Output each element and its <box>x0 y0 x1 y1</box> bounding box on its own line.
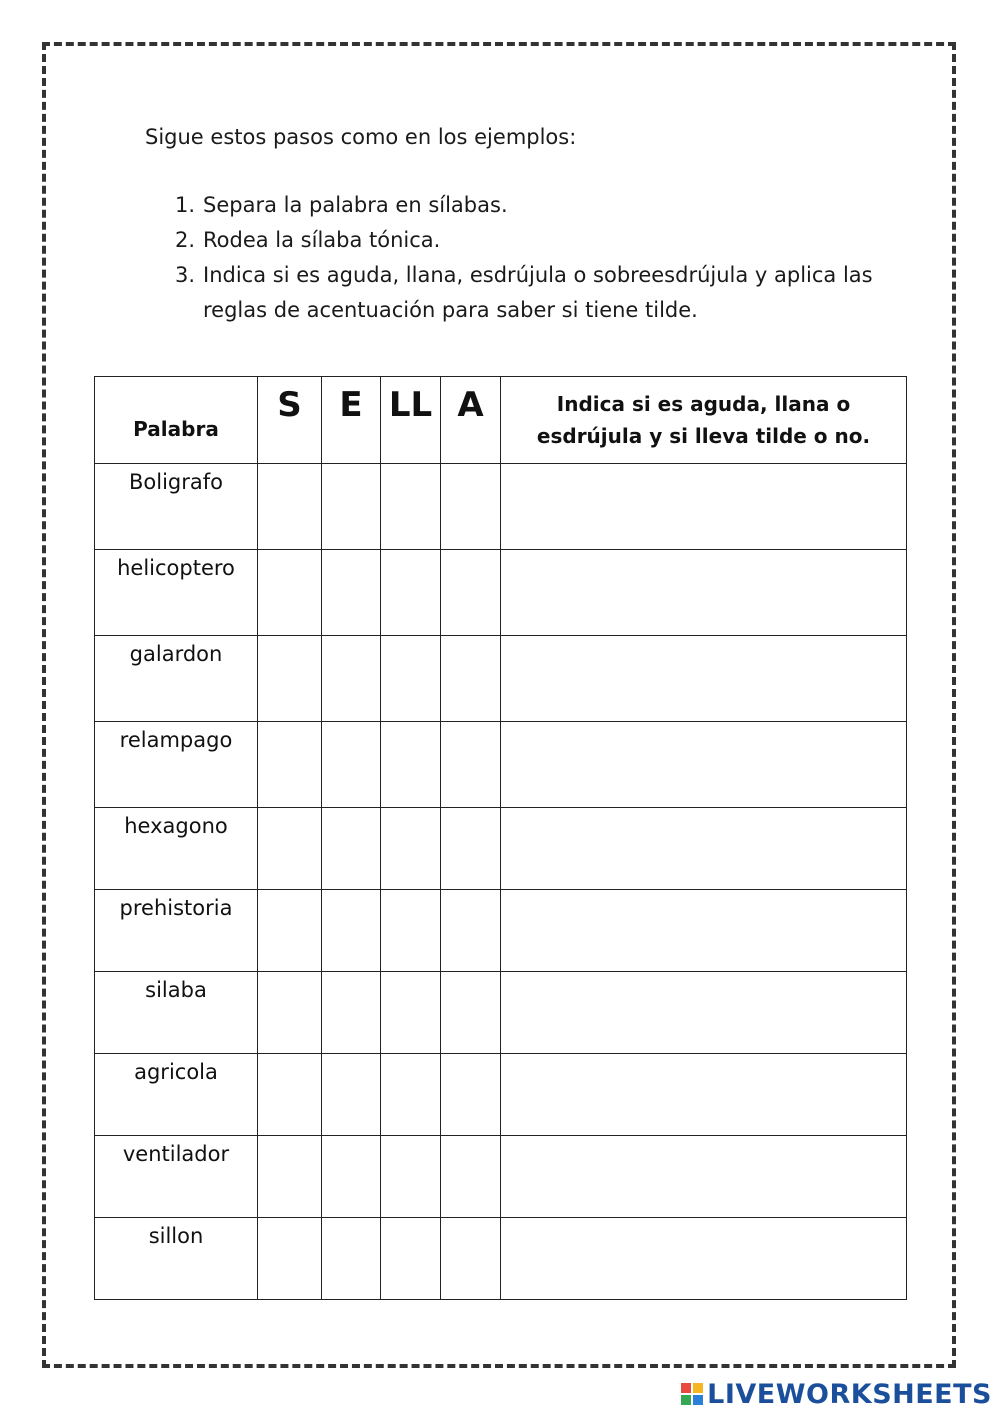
liveworksheets-watermark <box>681 1380 992 1408</box>
table-row <box>95 1218 907 1300</box>
syllable-cell-a[interactable] <box>441 550 501 636</box>
header-letter-a: A <box>441 377 501 464</box>
syllable-cell-a[interactable] <box>441 808 501 890</box>
table-header-row <box>95 377 907 464</box>
syllable-cell-a[interactable] <box>441 636 501 722</box>
syllable-cell-s[interactable] <box>258 550 322 636</box>
answer-cell[interactable] <box>501 890 907 972</box>
word-cell: ventilador <box>95 1136 258 1218</box>
syllable-cell-a[interactable] <box>441 1054 501 1136</box>
instructions <box>145 120 905 328</box>
word-cell: helicoptero <box>95 550 258 636</box>
syllable-cell-ll[interactable] <box>381 722 441 808</box>
word-cell: relampago <box>95 722 258 808</box>
syllable-cell-s[interactable] <box>258 890 322 972</box>
table-row <box>95 464 907 550</box>
word-cell: hexagono <box>95 808 258 890</box>
header-indica-line: Indica si es aguda, llana o <box>556 392 851 416</box>
answer-cell[interactable] <box>501 464 907 550</box>
header-indica <box>501 377 907 464</box>
answer-cell[interactable] <box>501 1136 907 1218</box>
table-row <box>95 808 907 890</box>
answer-cell[interactable] <box>501 722 907 808</box>
syllable-cell-s[interactable] <box>258 1054 322 1136</box>
word-cell: silaba <box>95 972 258 1054</box>
word-cell: sillon <box>95 1218 258 1300</box>
table-row <box>95 1136 907 1218</box>
header-palabra: Palabra <box>95 377 258 464</box>
table-row <box>95 1054 907 1136</box>
syllable-cell-e[interactable] <box>322 550 381 636</box>
logo-square <box>693 1383 703 1393</box>
syllable-cell-ll[interactable] <box>381 636 441 722</box>
table-row <box>95 722 907 808</box>
header-letter-e: E <box>322 377 381 464</box>
syllable-cell-ll[interactable] <box>381 808 441 890</box>
step-item <box>145 223 905 258</box>
syllable-cell-ll[interactable] <box>381 1218 441 1300</box>
steps-list <box>145 188 905 328</box>
syllable-cell-s[interactable] <box>258 636 322 722</box>
step-text: Indica si es aguda, llana, esdrújula o sobreesdrújula y aplica las reglas de acentuación para saber si tiene tilde. <box>203 263 873 322</box>
syllable-cell-a[interactable] <box>441 464 501 550</box>
syllable-cell-e[interactable] <box>322 722 381 808</box>
step-number: 3. <box>174 263 195 287</box>
syllable-cell-e[interactable] <box>322 808 381 890</box>
syllable-cell-ll[interactable] <box>381 550 441 636</box>
step-item <box>145 258 905 328</box>
word-cell: agricola <box>95 1054 258 1136</box>
table-row <box>95 550 907 636</box>
answer-cell[interactable] <box>501 808 907 890</box>
syllable-cell-s[interactable] <box>258 1136 322 1218</box>
syllable-cell-e[interactable] <box>322 1054 381 1136</box>
logo-square <box>681 1383 691 1393</box>
liveworksheets-logo-icon <box>681 1383 703 1405</box>
syllable-cell-e[interactable] <box>322 636 381 722</box>
syllable-cell-e[interactable] <box>322 1136 381 1218</box>
answer-cell[interactable] <box>501 1218 907 1300</box>
step-item <box>145 188 905 223</box>
word-cell: galardon <box>95 636 258 722</box>
syllable-cell-a[interactable] <box>441 722 501 808</box>
syllable-cell-e[interactable] <box>322 464 381 550</box>
syllable-cell-s[interactable] <box>258 722 322 808</box>
syllable-cell-ll[interactable] <box>381 1054 441 1136</box>
syllable-cell-a[interactable] <box>441 890 501 972</box>
answer-cell[interactable] <box>501 636 907 722</box>
step-number: 2. <box>174 228 195 252</box>
syllable-cell-ll[interactable] <box>381 890 441 972</box>
syllable-cell-a[interactable] <box>441 1218 501 1300</box>
logo-square <box>681 1395 691 1405</box>
word-cell: prehistoria <box>95 890 258 972</box>
answer-cell[interactable] <box>501 972 907 1054</box>
syllable-cell-a[interactable] <box>441 1136 501 1218</box>
table-row <box>95 636 907 722</box>
syllable-table <box>94 376 907 1300</box>
step-text: Separa la palabra en sílabas. <box>203 193 508 217</box>
syllable-cell-ll[interactable] <box>381 972 441 1054</box>
header-letter-ll: LL <box>381 377 441 464</box>
table-row <box>95 972 907 1054</box>
syllable-cell-ll[interactable] <box>381 1136 441 1218</box>
word-cell: Boligrafo <box>95 464 258 550</box>
syllable-cell-ll[interactable] <box>381 464 441 550</box>
syllable-cell-s[interactable] <box>258 808 322 890</box>
logo-square <box>693 1395 703 1405</box>
answer-cell[interactable] <box>501 550 907 636</box>
syllable-cell-s[interactable] <box>258 972 322 1054</box>
syllable-cell-e[interactable] <box>322 890 381 972</box>
instructions-intro: Sigue estos pasos como en los ejemplos: <box>145 125 577 149</box>
syllable-cell-a[interactable] <box>441 972 501 1054</box>
table-row <box>95 890 907 972</box>
header-letter-s: S <box>258 377 322 464</box>
answer-cell[interactable] <box>501 1054 907 1136</box>
syllable-cell-s[interactable] <box>258 1218 322 1300</box>
step-text: Rodea la sílaba tónica. <box>203 228 441 252</box>
step-number: 1. <box>174 193 195 217</box>
syllable-cell-e[interactable] <box>322 972 381 1054</box>
syllable-cell-s[interactable] <box>258 464 322 550</box>
header-indica-line: esdrújula y si lleva tilde o no. <box>536 424 871 448</box>
syllable-cell-e[interactable] <box>322 1218 381 1300</box>
watermark-text: LIVEWORKSHEETS <box>707 1378 992 1410</box>
